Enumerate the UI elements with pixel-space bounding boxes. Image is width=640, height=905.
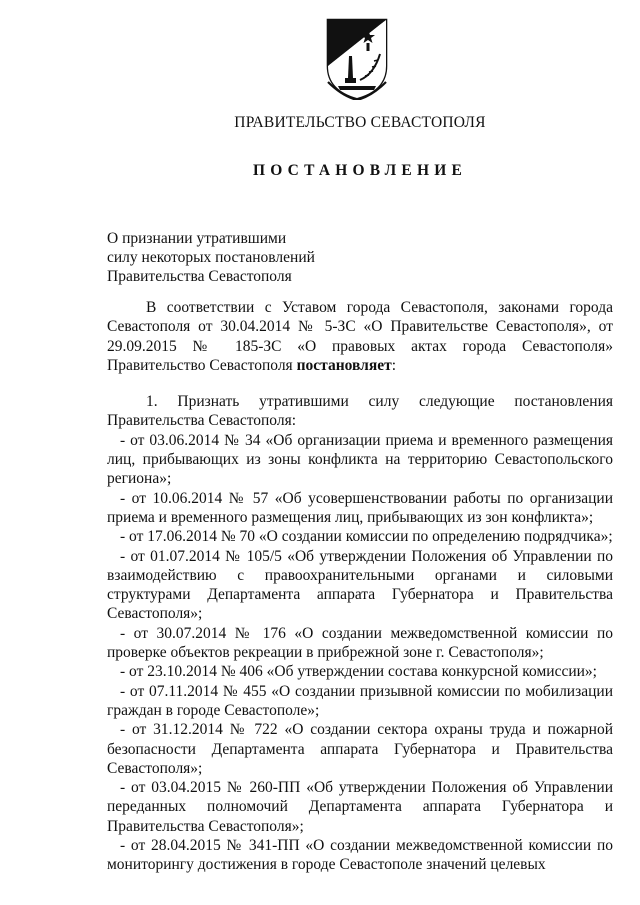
sevastopol-coat-of-arms-icon — [322, 16, 392, 100]
repealed-resolution-item: - от 03.04.2015 № 260-ПП «Об утверждении Положения об Управлении переданных полномочий Департамента аппарата Губернатора и Правительства Севастополя»; — [107, 779, 613, 835]
repealed-resolution-item: - от 17.06.2014 № 70 «О создании комиссии по определению подрядчика»; — [120, 528, 613, 546]
subject-line: силу некоторых постановлений — [107, 249, 315, 266]
clause-1-intro: 1. Признать утратившими силу следующие постановления Правительства Севастополя: — [107, 393, 613, 430]
subject-line: О признании утратившими — [107, 230, 287, 247]
preamble-text: В соответствии с Уставом города Севастополя, законами города Севастополя от 30.04.2014 № 5-ЗС «О Правительстве Севастополя», от 29.09.2015 № 185-ЗС «О правовых актах города Севастополя» Правительство Севастополя — [107, 299, 613, 374]
repealed-resolution-item: - от 28.04.2015 № 341-ПП «О создании межведомственной комиссии по мониторингу достижения в городе Севастополе значений целевых — [107, 837, 613, 874]
subject-line: Правительства Севастополя — [107, 268, 292, 285]
document-body — [107, 298, 613, 875]
repealed-resolution-item: - от 10.06.2014 № 57 «Об усовершенствовании работы по организации приема и временного размещения лиц, прибывающих из зон конфликта»; — [107, 489, 613, 526]
document-type-title: ПОСТАНОВЛЕНИЕ — [252, 162, 468, 179]
organization-name: ПРАВИТЕЛЬСТВО СЕВАСТОПОЛЯ — [234, 114, 486, 131]
preamble-paragraph — [107, 298, 613, 375]
repealed-resolution-item: - от 30.07.2014 № 176 «О создании межведомственной комиссии по проверке объектов рекреации в прибрежной зоне г. Севастополя»; — [107, 624, 613, 662]
resolves-keyword: постановляет — [296, 356, 392, 374]
preamble-colon: : — [391, 356, 397, 374]
repealed-resolution-item: - от 23.10.2014 № 406 «Об утверждении состава конкурсной комиссии»; — [120, 663, 597, 681]
repealed-resolution-item: - от 07.11.2014 № 455 «О создании призывной комиссии по мобилизации граждан в городе Севастополе»; — [107, 682, 613, 719]
repealed-resolution-item: - от 31.12.2014 № 722 «О создании сектора охраны труда и пожарной безопасности Департамента аппарата Губернатора и Правительства Севастополя»; — [107, 721, 613, 777]
document-subject — [107, 229, 437, 286]
repealed-resolution-item: - от 03.06.2014 № 34 «Об организации приема и временного размещения лиц, прибывающих из зоны конфликта на территорию Севастопольского региона»; — [107, 431, 613, 488]
repealed-resolution-item: - от 01.07.2014 № 105/5 «Об утверждении Положения об Управлении по взаимодействию с правоохранительными органами и силовыми структурами Департамента аппарата Губернатора и Правительства Севастополя»; — [107, 547, 613, 623]
